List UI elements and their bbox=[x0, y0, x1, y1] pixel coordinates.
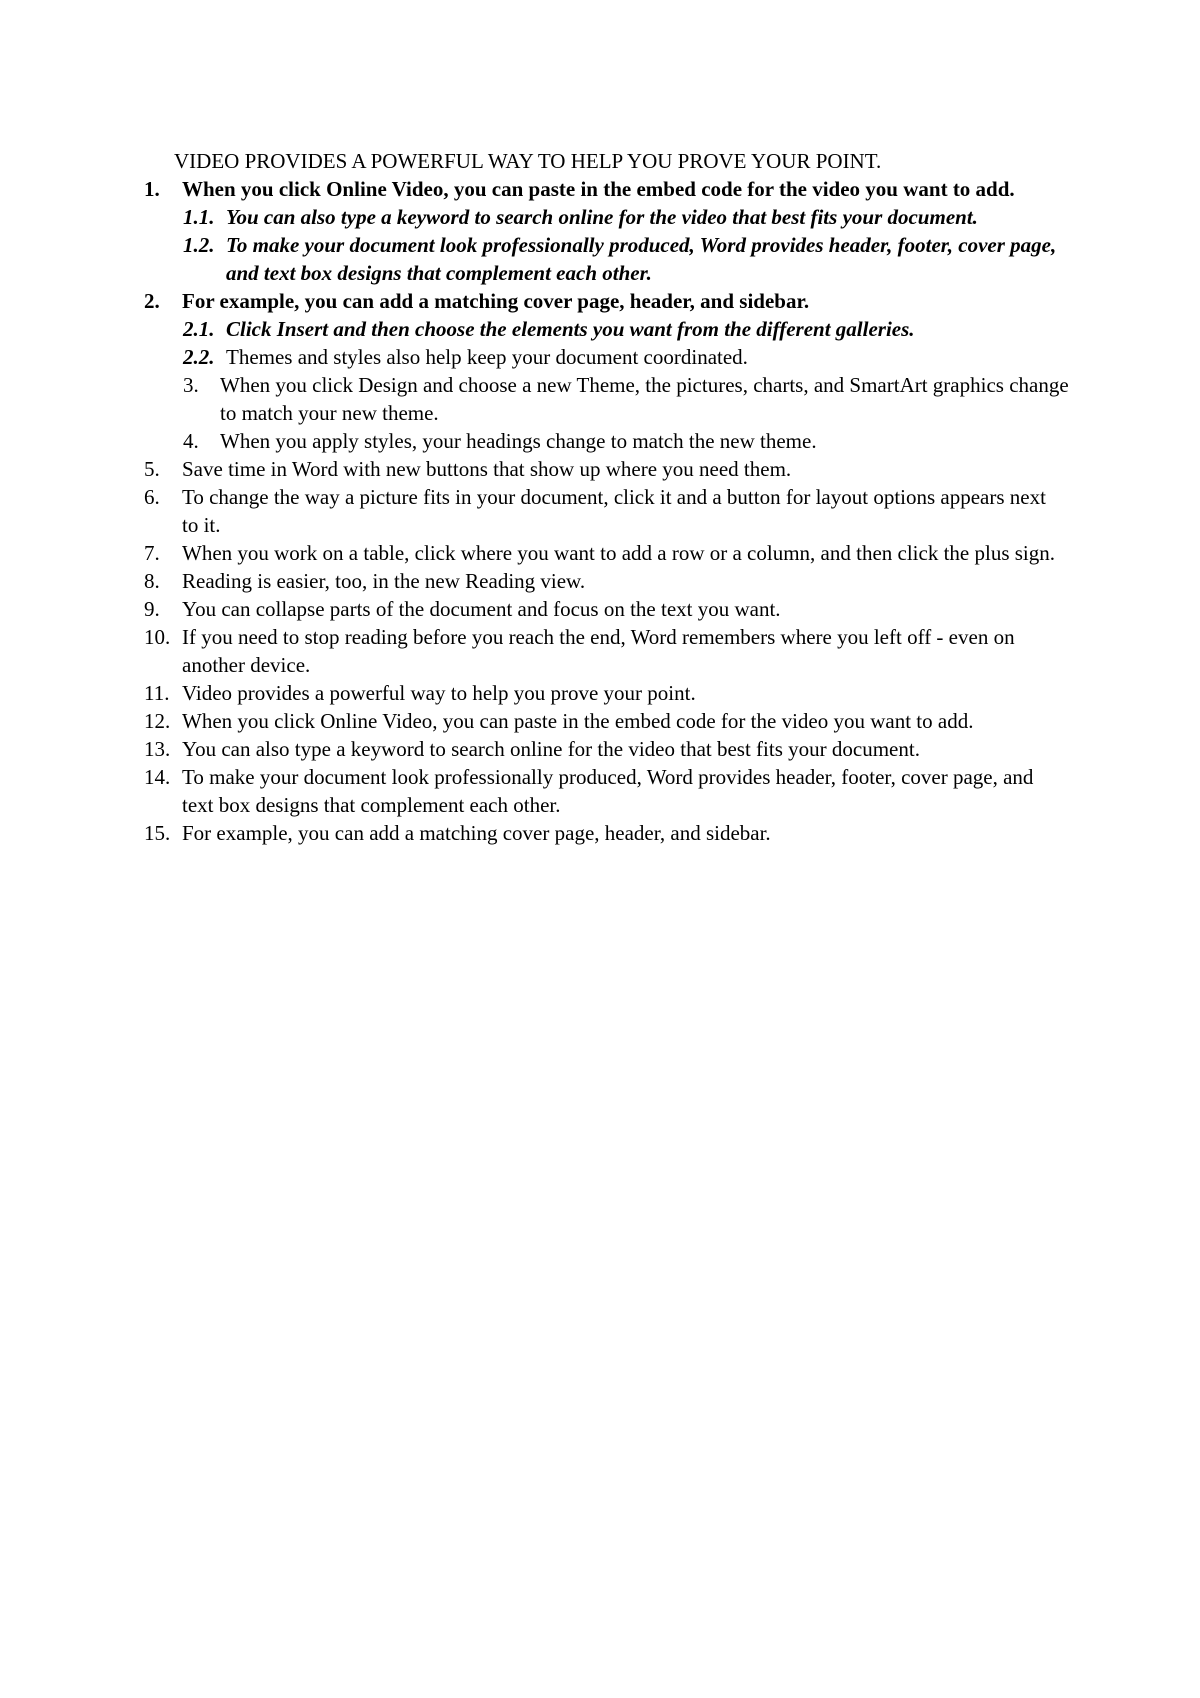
list-number: 2.2. bbox=[183, 345, 215, 369]
list-item-4 bbox=[0, 427, 1200, 455]
list-number: 8. bbox=[144, 569, 160, 593]
list-item-11 bbox=[0, 679, 1200, 707]
list-number: 4. bbox=[183, 429, 199, 453]
list-text: Click Insert and then choose the elements you want from the different galleries. bbox=[226, 317, 915, 341]
list-text: For example, you can add a matching cover page, header, and sidebar. bbox=[182, 289, 810, 313]
list-text: For example, you can add a matching cover page, header, and sidebar. bbox=[182, 821, 771, 845]
list-item-13 bbox=[0, 735, 1200, 763]
document-title: VIDEO PROVIDES A POWERFUL WAY TO HELP YOU PROVE YOUR POINT. bbox=[174, 149, 882, 173]
numbered-list bbox=[0, 175, 1200, 847]
list-text: If you need to stop reading before you reach the end, Word remembers where you left off - even on another device. bbox=[182, 625, 1015, 677]
list-item-1 bbox=[0, 175, 1200, 203]
list-number: 15. bbox=[144, 821, 171, 845]
list-text: To change the way a picture fits in your document, click it and a button for layout options appears next to it. bbox=[182, 485, 1046, 537]
list-number: 5. bbox=[144, 457, 160, 481]
list-item-2 bbox=[0, 287, 1200, 315]
list-item-1-1 bbox=[0, 203, 1200, 231]
list-item-15 bbox=[0, 819, 1200, 847]
list-number: 9. bbox=[144, 597, 160, 621]
list-item-2-1 bbox=[0, 315, 1200, 343]
list-item-9 bbox=[0, 595, 1200, 623]
list-text: You can collapse parts of the document and focus on the text you want. bbox=[182, 597, 781, 621]
list-text: When you apply styles, your headings change to match the new theme. bbox=[220, 429, 817, 453]
list-text: You can also type a keyword to search online for the video that best fits your document. bbox=[226, 205, 978, 229]
list-item-12 bbox=[0, 707, 1200, 735]
list-item-2-2 bbox=[0, 343, 1200, 371]
list-number: 12. bbox=[144, 709, 171, 733]
list-number: 3. bbox=[183, 373, 199, 397]
list-text: To make your document look professionally produced, Word provides header, footer, cover page, and text box designs that complement each other. bbox=[182, 765, 1034, 817]
list-number: 7. bbox=[144, 541, 160, 565]
list-text: Themes and styles also help keep your document coordinated. bbox=[226, 345, 748, 369]
list-number: 11. bbox=[144, 681, 170, 705]
list-item-1-2 bbox=[0, 231, 1200, 287]
list-item-3 bbox=[0, 371, 1200, 427]
list-text: To make your document look professionally produced, Word provides header, footer, cover page, and text box designs that complement each other. bbox=[226, 233, 1057, 285]
list-item-5 bbox=[0, 455, 1200, 483]
list-item-8 bbox=[0, 567, 1200, 595]
list-number: 2.1. bbox=[183, 317, 215, 341]
list-number: 14. bbox=[144, 765, 171, 789]
list-number: 1.2. bbox=[183, 233, 215, 257]
list-text: Save time in Word with new buttons that show up where you need them. bbox=[182, 457, 792, 481]
list-text: When you click Design and choose a new Theme, the pictures, charts, and SmartArt graphics change to match your new theme. bbox=[220, 373, 1069, 425]
list-item-7 bbox=[0, 539, 1200, 567]
list-text: When you click Online Video, you can paste in the embed code for the video you want to add. bbox=[182, 177, 1015, 201]
list-text: When you click Online Video, you can paste in the embed code for the video you want to add. bbox=[182, 709, 974, 733]
list-number: 13. bbox=[144, 737, 171, 761]
list-text: When you work on a table, click where you want to add a row or a column, and then click the plus sign. bbox=[182, 541, 1056, 565]
list-item-14 bbox=[0, 763, 1200, 819]
list-number: 2. bbox=[144, 289, 160, 313]
list-number: 6. bbox=[144, 485, 160, 509]
list-item-10 bbox=[0, 623, 1200, 679]
list-text: You can also type a keyword to search online for the video that best fits your document. bbox=[182, 737, 920, 761]
list-number: 1.1. bbox=[183, 205, 215, 229]
list-number: 1. bbox=[144, 177, 160, 201]
list-text: Reading is easier, too, in the new Reading view. bbox=[182, 569, 586, 593]
list-number: 10. bbox=[144, 625, 171, 649]
list-item-6 bbox=[0, 483, 1200, 539]
list-text: Video provides a powerful way to help you prove your point. bbox=[182, 681, 696, 705]
